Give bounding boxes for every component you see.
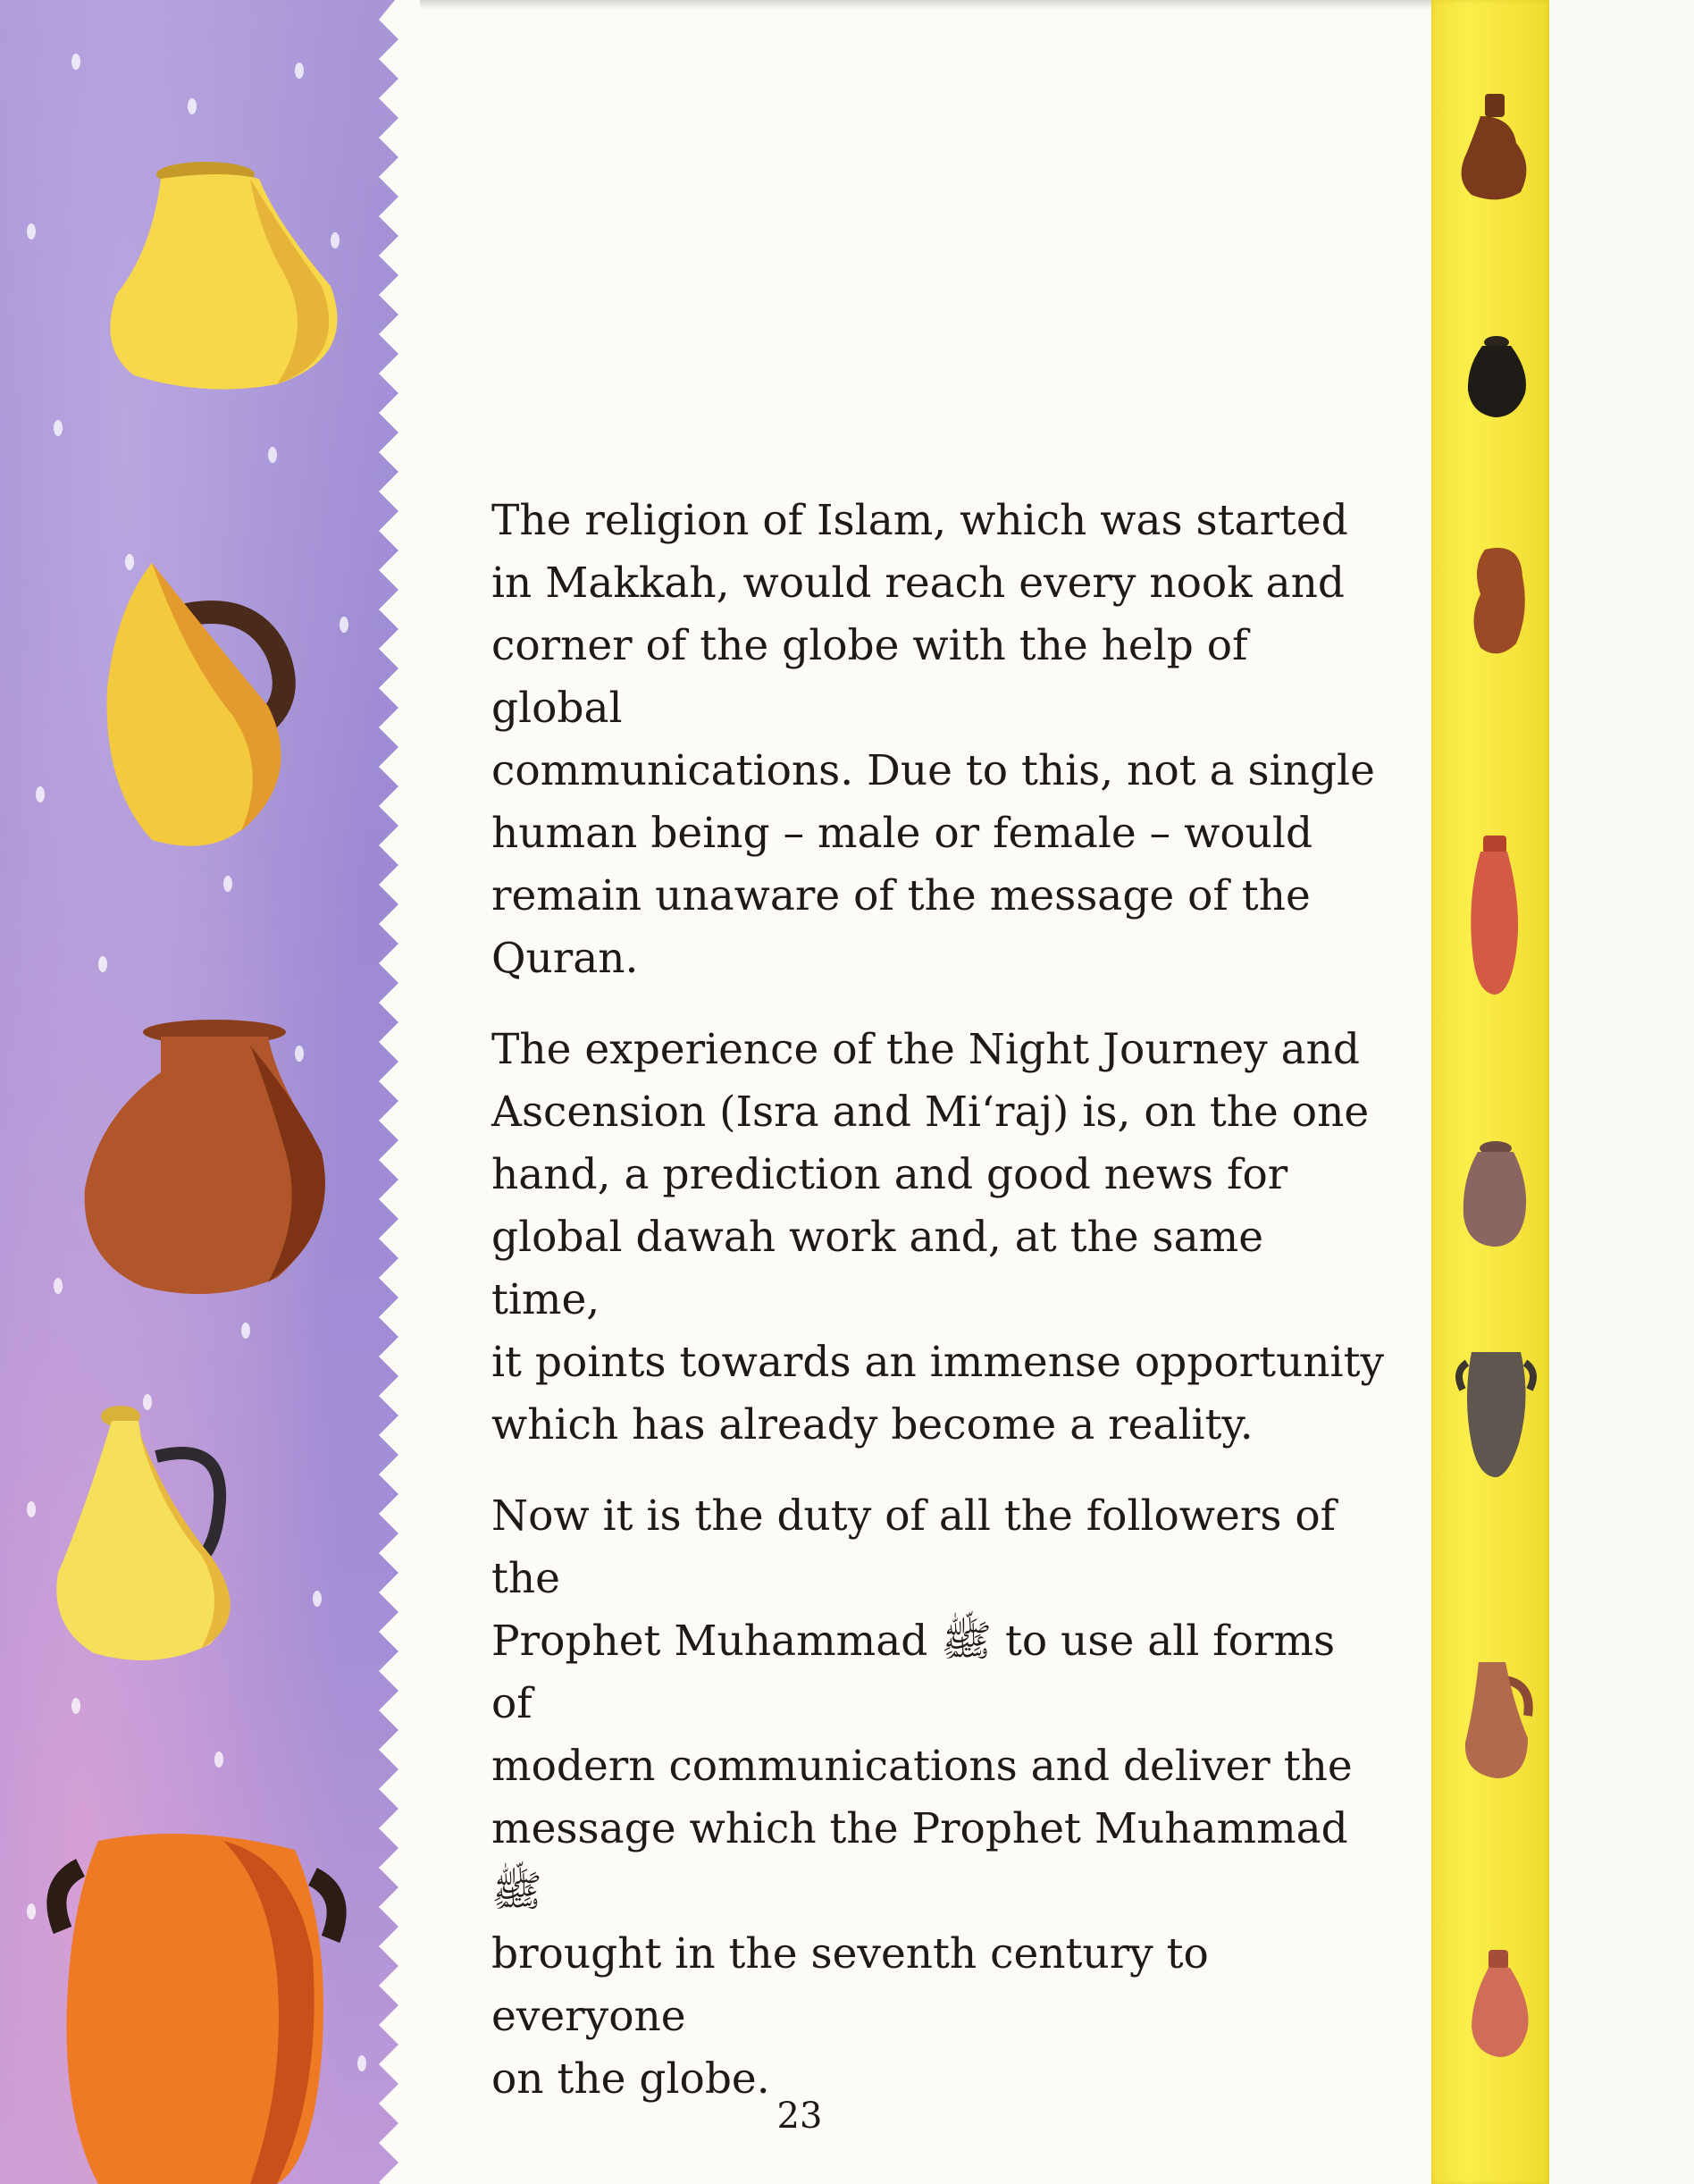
snow-speck: [214, 1751, 223, 1768]
pink-pitcher-icon: [1456, 1653, 1537, 1783]
snow-speck: [54, 420, 63, 436]
paragraph-3: Now it is the duty of all the followers of the Prophet Muhammad ﷺ to use all forms of modern communications and deliver the message which the Prophet Muhammad ﷺ brought in the seventh century to everyone on the globe.: [491, 1491, 1353, 2104]
right-page-margin: [1549, 0, 1694, 2184]
snow-speck: [313, 1591, 322, 1607]
left-illustration-band: [0, 0, 420, 2184]
snow-speck: [223, 876, 232, 892]
brown-jug-icon: [1449, 89, 1539, 206]
black-pot-icon: [1463, 335, 1530, 420]
body-text: [491, 490, 1385, 2139]
snow-speck: [71, 54, 80, 70]
brown-pitcher-icon: [1467, 541, 1530, 661]
orange-jar-icon: [45, 1823, 366, 2184]
yellow-ewer-icon: [49, 1403, 281, 1671]
page-number: 23: [776, 2096, 823, 2137]
paragraph-1: The religion of Islam, which was started in Makkah, would reach every nook and corner of the globe with the help of global communications. Due to this, not a single human being – male or female – would remain unaware of the message of the Quran.: [491, 496, 1375, 983]
snow-speck: [36, 786, 45, 802]
snow-speck: [98, 956, 107, 972]
yellow-jug-icon: [98, 554, 313, 858]
snow-speck: [340, 617, 348, 633]
snow-speck: [27, 1501, 36, 1517]
paragraph-2: The experience of the Night Journey and Ascension (Isra and Mi‘raj) is, on the one hand, a prediction and good news for global dawah work and, at the same time, it points towards an immense opportunity which has already become a reality.: [491, 1025, 1385, 1449]
snow-speck: [71, 1698, 80, 1714]
snow-speck: [27, 1903, 36, 1919]
snow-speck: [188, 98, 197, 114]
snow-speck: [295, 63, 304, 79]
snow-speck: [241, 1323, 250, 1339]
snow-speck: [54, 1278, 63, 1294]
snow-speck: [27, 223, 36, 239]
brown-pot-icon: [71, 1019, 340, 1305]
mauve-pot-icon: [1458, 1139, 1530, 1251]
pink-flask-icon: [1467, 1948, 1534, 2060]
right-yellow-ribbon: [1431, 0, 1549, 2184]
red-vase-icon: [1467, 836, 1521, 996]
snow-speck: [268, 447, 277, 463]
zigzag-edge: [375, 0, 420, 2184]
yellow-pot-icon: [98, 152, 366, 402]
grey-amphora-icon: [1449, 1345, 1543, 1479]
